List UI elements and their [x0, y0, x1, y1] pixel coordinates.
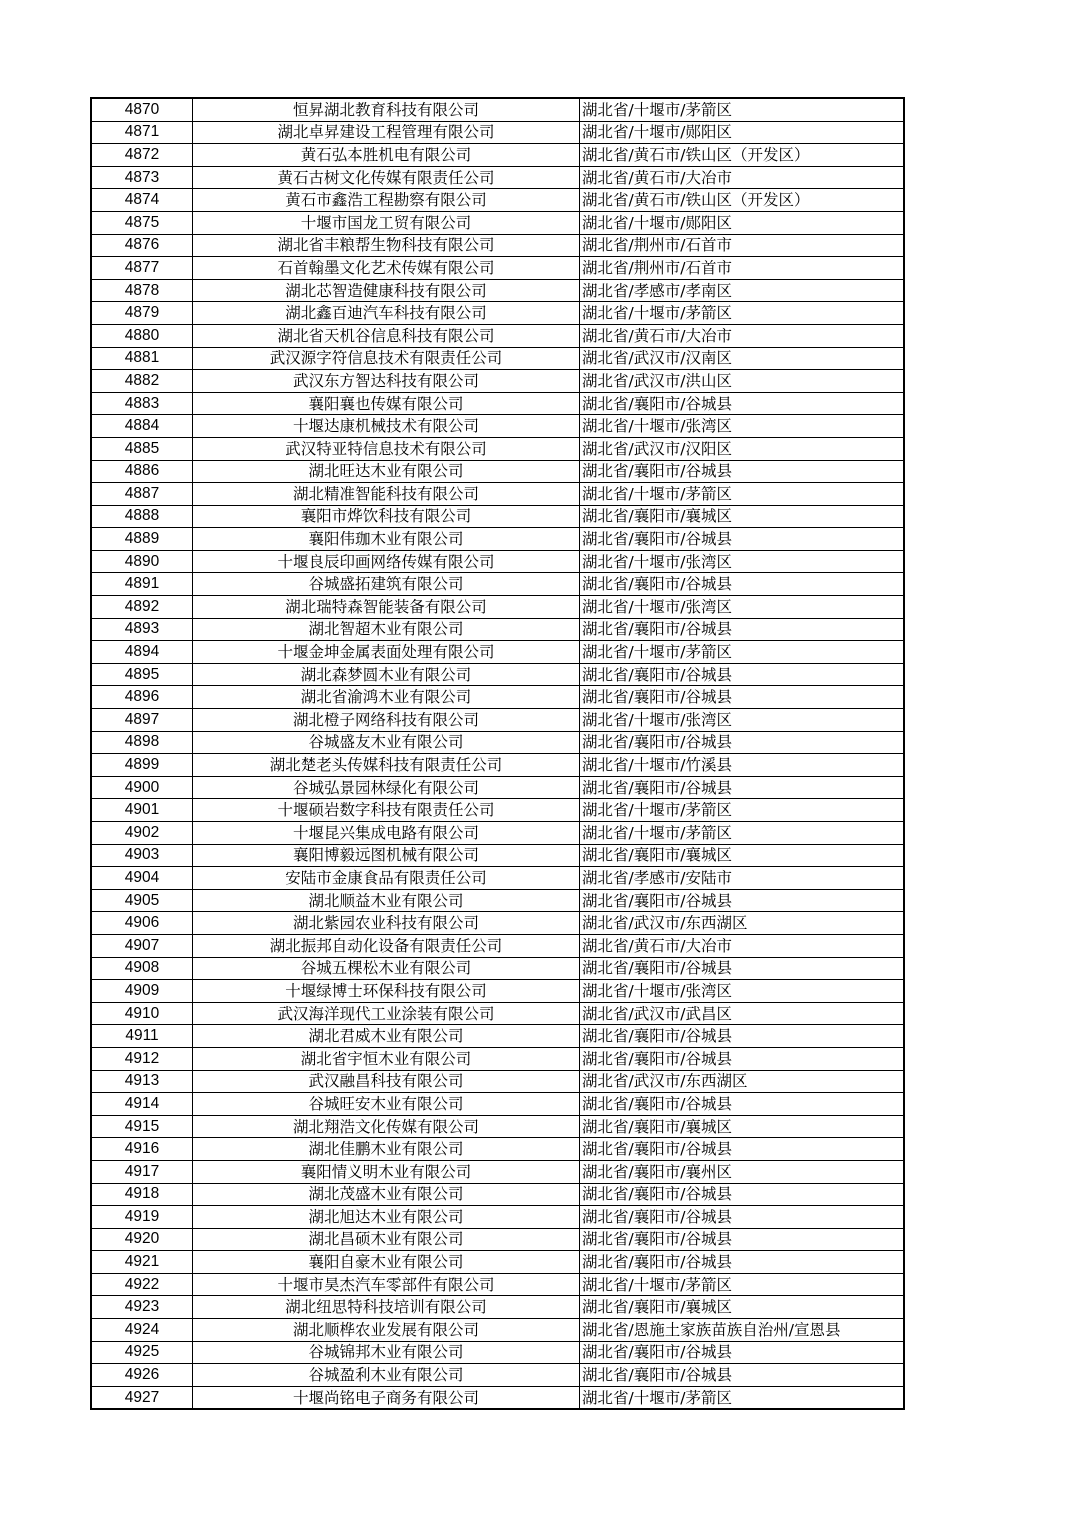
region-cell: 湖北省/襄阳市/谷城县	[580, 1228, 905, 1251]
region-cell: 湖北省/襄阳市/谷城县	[580, 731, 905, 754]
region-cell: 湖北省/襄阳市/谷城县	[580, 573, 905, 596]
row-number-cell: 4877	[91, 257, 193, 280]
row-number-cell: 4917	[91, 1160, 193, 1183]
region-cell: 湖北省/荆州市/石首市	[580, 257, 905, 280]
company-name-cell: 十堰尚铭电子商务有限公司	[193, 1386, 580, 1409]
company-name-cell: 湖北鑫百迪汽车科技有限公司	[193, 302, 580, 325]
table-row	[91, 483, 904, 506]
region-cell: 湖北省/十堰市/郧阳区	[580, 121, 905, 144]
region-cell: 湖北省/黄石市/铁山区（开发区）	[580, 189, 905, 212]
row-number-cell: 4925	[91, 1341, 193, 1364]
company-name-cell: 石首翰墨文化艺术传媒有限公司	[193, 257, 580, 280]
region-cell: 湖北省/襄阳市/襄城区	[580, 1296, 905, 1319]
table-row	[91, 550, 904, 573]
row-number-cell: 4899	[91, 754, 193, 777]
company-name-cell: 湖北省渝鸿木业有限公司	[193, 686, 580, 709]
table-row	[91, 279, 904, 302]
company-name-cell: 湖北楚老头传媒科技有限责任公司	[193, 754, 580, 777]
row-number-cell: 4891	[91, 573, 193, 596]
table-row	[91, 1093, 904, 1116]
table-row	[91, 686, 904, 709]
region-cell: 湖北省/襄阳市/谷城县	[580, 1183, 905, 1206]
row-number-cell: 4897	[91, 709, 193, 732]
region-cell: 湖北省/襄阳市/谷城县	[580, 1206, 905, 1229]
table-row	[91, 1002, 904, 1025]
table-row	[91, 822, 904, 845]
region-cell: 湖北省/襄阳市/谷城县	[580, 392, 905, 415]
company-name-cell: 湖北瑞特森智能装备有限公司	[193, 596, 580, 619]
company-name-cell: 黄石市鑫浩工程勘察有限公司	[193, 189, 580, 212]
region-cell: 湖北省/襄阳市/谷城县	[580, 889, 905, 912]
region-cell: 湖北省/襄阳市/谷城县	[580, 686, 905, 709]
company-name-cell: 湖北省天机谷信息科技有限公司	[193, 324, 580, 347]
table-row	[91, 1206, 904, 1229]
row-number-cell: 4889	[91, 528, 193, 551]
company-name-cell: 谷城盛友木业有限公司	[193, 731, 580, 754]
row-number-cell: 4894	[91, 641, 193, 664]
company-name-cell: 湖北芯智造健康科技有限公司	[193, 279, 580, 302]
region-cell: 湖北省/十堰市/茅箭区	[580, 483, 905, 506]
region-cell: 湖北省/襄阳市/谷城县	[580, 1138, 905, 1161]
region-cell: 湖北省/襄阳市/谷城县	[580, 460, 905, 483]
company-name-cell: 湖北昌硕木业有限公司	[193, 1228, 580, 1251]
table-row	[91, 302, 904, 325]
table-row	[91, 1251, 904, 1274]
table-row	[91, 166, 904, 189]
company-list-sheet	[90, 97, 905, 1410]
table-row	[91, 980, 904, 1003]
row-number-cell: 4874	[91, 189, 193, 212]
row-number-cell: 4902	[91, 822, 193, 845]
region-cell: 湖北省/襄阳市/谷城县	[580, 776, 905, 799]
region-cell: 湖北省/襄阳市/襄城区	[580, 1115, 905, 1138]
region-cell: 湖北省/襄阳市/谷城县	[580, 1341, 905, 1364]
row-number-cell: 4883	[91, 392, 193, 415]
table-row	[91, 528, 904, 551]
row-number-cell: 4918	[91, 1183, 193, 1206]
region-cell: 湖北省/十堰市/茅箭区	[580, 822, 905, 845]
company-name-cell: 湖北旭达木业有限公司	[193, 1206, 580, 1229]
region-cell: 湖北省/十堰市/茅箭区	[580, 98, 905, 121]
table-row	[91, 1047, 904, 1070]
company-name-cell: 十堰金坤金属表面处理有限公司	[193, 641, 580, 664]
row-number-cell: 4895	[91, 663, 193, 686]
table-row	[91, 234, 904, 257]
region-cell: 湖北省/襄阳市/谷城县	[580, 957, 905, 980]
region-cell: 湖北省/十堰市/郧阳区	[580, 211, 905, 234]
company-name-cell: 十堰昆兴集成电路有限公司	[193, 822, 580, 845]
company-name-cell: 湖北茂盛木业有限公司	[193, 1183, 580, 1206]
company-name-cell: 湖北卓昇建设工程管理有限公司	[193, 121, 580, 144]
row-number-cell: 4922	[91, 1273, 193, 1296]
table-row	[91, 211, 904, 234]
row-number-cell: 4878	[91, 279, 193, 302]
company-name-cell: 十堰硕岩数字科技有限责任公司	[193, 799, 580, 822]
table-row	[91, 799, 904, 822]
region-cell: 湖北省/黄石市/铁山区（开发区）	[580, 144, 905, 167]
company-name-cell: 十堰达康机械技术有限公司	[193, 415, 580, 438]
company-name-cell: 湖北橙子网络科技有限公司	[193, 709, 580, 732]
region-cell: 湖北省/襄阳市/谷城县	[580, 663, 905, 686]
region-cell: 湖北省/孝感市/安陆市	[580, 867, 905, 890]
row-number-cell: 4915	[91, 1115, 193, 1138]
table-row	[91, 1160, 904, 1183]
row-number-cell: 4911	[91, 1025, 193, 1048]
row-number-cell: 4881	[91, 347, 193, 370]
region-cell: 湖北省/武汉市/洪山区	[580, 370, 905, 393]
region-cell: 湖北省/黄石市/大冶市	[580, 934, 905, 957]
region-cell: 湖北省/十堰市/张湾区	[580, 980, 905, 1003]
row-number-cell: 4912	[91, 1047, 193, 1070]
region-cell: 湖北省/襄阳市/谷城县	[580, 618, 905, 641]
row-number-cell: 4905	[91, 889, 193, 912]
row-number-cell: 4920	[91, 1228, 193, 1251]
row-number-cell: 4914	[91, 1093, 193, 1116]
region-cell: 湖北省/孝感市/孝南区	[580, 279, 905, 302]
region-cell: 湖北省/十堰市/张湾区	[580, 596, 905, 619]
row-number-cell: 4893	[91, 618, 193, 641]
table-row	[91, 573, 904, 596]
region-cell: 湖北省/黄石市/大冶市	[580, 324, 905, 347]
company-name-cell: 湖北旺达木业有限公司	[193, 460, 580, 483]
table-row	[91, 1025, 904, 1048]
row-number-cell: 4900	[91, 776, 193, 799]
table-row	[91, 121, 904, 144]
company-name-cell: 湖北顺桦农业发展有限公司	[193, 1319, 580, 1342]
company-name-cell: 武汉源字符信息技术有限责任公司	[193, 347, 580, 370]
row-number-cell: 4872	[91, 144, 193, 167]
row-number-cell: 4904	[91, 867, 193, 890]
row-number-cell: 4887	[91, 483, 193, 506]
region-cell: 湖北省/襄阳市/谷城县	[580, 1093, 905, 1116]
company-name-cell: 襄阳博毅远图机械有限公司	[193, 844, 580, 867]
table-row	[91, 867, 904, 890]
row-number-cell: 4910	[91, 1002, 193, 1025]
company-name-cell: 谷城五棵松木业有限公司	[193, 957, 580, 980]
region-cell: 湖北省/武汉市/武昌区	[580, 1002, 905, 1025]
table-row	[91, 1138, 904, 1161]
table-row	[91, 257, 904, 280]
table-row	[91, 618, 904, 641]
table-row	[91, 912, 904, 935]
table-row	[91, 392, 904, 415]
table-row	[91, 1386, 904, 1409]
table-row	[91, 460, 904, 483]
company-name-cell: 黄石弘本胜机电有限公司	[193, 144, 580, 167]
region-cell: 湖北省/武汉市/汉阳区	[580, 437, 905, 460]
region-cell: 湖北省/十堰市/茅箭区	[580, 1386, 905, 1409]
row-number-cell: 4913	[91, 1070, 193, 1093]
company-name-cell: 襄阳襄也传媒有限公司	[193, 392, 580, 415]
region-cell: 湖北省/襄阳市/襄州区	[580, 1160, 905, 1183]
company-name-cell: 襄阳市烨饮科技有限公司	[193, 505, 580, 528]
region-cell: 湖北省/襄阳市/谷城县	[580, 1047, 905, 1070]
row-number-cell: 4875	[91, 211, 193, 234]
company-name-cell: 湖北纽思特科技培训有限公司	[193, 1296, 580, 1319]
row-number-cell: 4884	[91, 415, 193, 438]
row-number-cell: 4880	[91, 324, 193, 347]
row-number-cell: 4890	[91, 550, 193, 573]
row-number-cell: 4908	[91, 957, 193, 980]
region-cell: 湖北省/襄阳市/谷城县	[580, 528, 905, 551]
row-number-cell: 4882	[91, 370, 193, 393]
row-number-cell: 4916	[91, 1138, 193, 1161]
company-name-cell: 湖北省丰粮帮生物科技有限公司	[193, 234, 580, 257]
company-name-cell: 襄阳自豪木业有限公司	[193, 1251, 580, 1274]
table-row	[91, 144, 904, 167]
company-name-cell: 谷城旺安木业有限公司	[193, 1093, 580, 1116]
region-cell: 湖北省/武汉市/东西湖区	[580, 1070, 905, 1093]
company-name-cell: 襄阳情义明木业有限公司	[193, 1160, 580, 1183]
table-row	[91, 1228, 904, 1251]
table-row	[91, 370, 904, 393]
company-name-cell: 武汉特亚特信息技术有限公司	[193, 437, 580, 460]
region-cell: 湖北省/襄阳市/襄城区	[580, 844, 905, 867]
region-cell: 湖北省/武汉市/东西湖区	[580, 912, 905, 935]
region-cell: 湖北省/襄阳市/谷城县	[580, 1025, 905, 1048]
table-row	[91, 844, 904, 867]
row-number-cell: 4888	[91, 505, 193, 528]
table-row	[91, 1070, 904, 1093]
company-name-cell: 十堰市昊杰汽车零部件有限公司	[193, 1273, 580, 1296]
table-row	[91, 596, 904, 619]
row-number-cell: 4870	[91, 98, 193, 121]
table-row	[91, 1296, 904, 1319]
region-cell: 湖北省/荆州市/石首市	[580, 234, 905, 257]
company-name-cell: 武汉融昌科技有限公司	[193, 1070, 580, 1093]
row-number-cell: 4923	[91, 1296, 193, 1319]
company-name-cell: 湖北君威木业有限公司	[193, 1025, 580, 1048]
row-number-cell: 4892	[91, 596, 193, 619]
company-name-cell: 恒昇湖北教育科技有限公司	[193, 98, 580, 121]
company-name-cell: 谷城盈利木业有限公司	[193, 1364, 580, 1387]
company-name-cell: 湖北精准智能科技有限公司	[193, 483, 580, 506]
table-row	[91, 641, 904, 664]
company-name-cell: 十堰绿博士环保科技有限公司	[193, 980, 580, 1003]
row-number-cell: 4885	[91, 437, 193, 460]
company-name-cell: 湖北顺益木业有限公司	[193, 889, 580, 912]
company-name-cell: 武汉东方智达科技有限公司	[193, 370, 580, 393]
table-row	[91, 324, 904, 347]
table-row	[91, 1183, 904, 1206]
row-number-cell: 4926	[91, 1364, 193, 1387]
row-number-cell: 4873	[91, 166, 193, 189]
region-cell: 湖北省/十堰市/张湾区	[580, 709, 905, 732]
table-row	[91, 889, 904, 912]
region-cell: 湖北省/十堰市/茅箭区	[580, 302, 905, 325]
company-name-cell: 湖北森梦圆木业有限公司	[193, 663, 580, 686]
table-row	[91, 1341, 904, 1364]
company-name-cell: 安陆市金康食品有限责任公司	[193, 867, 580, 890]
table-row	[91, 98, 904, 121]
company-name-cell: 湖北智超木业有限公司	[193, 618, 580, 641]
table-row	[91, 957, 904, 980]
row-number-cell: 4886	[91, 460, 193, 483]
table-row	[91, 437, 904, 460]
company-name-cell: 湖北省宇恒木业有限公司	[193, 1047, 580, 1070]
row-number-cell: 4924	[91, 1319, 193, 1342]
row-number-cell: 4871	[91, 121, 193, 144]
row-number-cell: 4927	[91, 1386, 193, 1409]
company-name-cell: 谷城弘景园林绿化有限公司	[193, 776, 580, 799]
row-number-cell: 4921	[91, 1251, 193, 1274]
company-name-cell: 十堰市国龙工贸有限公司	[193, 211, 580, 234]
row-number-cell: 4896	[91, 686, 193, 709]
table-row	[91, 1319, 904, 1342]
region-cell: 湖北省/黄石市/大冶市	[580, 166, 905, 189]
table-row	[91, 1364, 904, 1387]
region-cell: 湖北省/襄阳市/谷城县	[580, 1251, 905, 1274]
company-name-cell: 湖北翔浩文化传媒有限公司	[193, 1115, 580, 1138]
table-row	[91, 347, 904, 370]
company-name-cell: 谷城锦邦木业有限公司	[193, 1341, 580, 1364]
region-cell: 湖北省/十堰市/茅箭区	[580, 641, 905, 664]
table-row	[91, 663, 904, 686]
company-name-cell: 湖北紫园农业科技有限公司	[193, 912, 580, 935]
company-name-cell: 襄阳伟珈木业有限公司	[193, 528, 580, 551]
company-name-cell: 黄石古树文化传媒有限责任公司	[193, 166, 580, 189]
row-number-cell: 4898	[91, 731, 193, 754]
table-row	[91, 934, 904, 957]
company-name-cell: 湖北佳鹏木业有限公司	[193, 1138, 580, 1161]
region-cell: 湖北省/襄阳市/谷城县	[580, 1364, 905, 1387]
row-number-cell: 4876	[91, 234, 193, 257]
company-name-cell: 谷城盛拓建筑有限公司	[193, 573, 580, 596]
table-row	[91, 189, 904, 212]
row-number-cell: 4901	[91, 799, 193, 822]
region-cell: 湖北省/十堰市/竹溪县	[580, 754, 905, 777]
region-cell: 湖北省/恩施土家族苗族自治州/宣恩县	[580, 1319, 905, 1342]
row-number-cell: 4906	[91, 912, 193, 935]
row-number-cell: 4903	[91, 844, 193, 867]
table-row	[91, 776, 904, 799]
table-row	[91, 505, 904, 528]
company-name-cell: 十堰良辰印画网络传媒有限公司	[193, 550, 580, 573]
row-number-cell: 4907	[91, 934, 193, 957]
row-number-cell: 4919	[91, 1206, 193, 1229]
region-cell: 湖北省/十堰市/张湾区	[580, 415, 905, 438]
table-row	[91, 709, 904, 732]
row-number-cell: 4909	[91, 980, 193, 1003]
region-cell: 湖北省/襄阳市/襄城区	[580, 505, 905, 528]
region-cell: 湖北省/十堰市/茅箭区	[580, 799, 905, 822]
table-row	[91, 1273, 904, 1296]
region-cell: 湖北省/十堰市/张湾区	[580, 550, 905, 573]
region-cell: 湖北省/武汉市/汉南区	[580, 347, 905, 370]
company-table	[90, 97, 905, 1410]
table-row	[91, 754, 904, 777]
company-name-cell: 湖北振邦自动化设备有限责任公司	[193, 934, 580, 957]
company-name-cell: 武汉海洋现代工业涂装有限公司	[193, 1002, 580, 1025]
table-row	[91, 1115, 904, 1138]
table-row	[91, 415, 904, 438]
region-cell: 湖北省/十堰市/茅箭区	[580, 1273, 905, 1296]
row-number-cell: 4879	[91, 302, 193, 325]
table-row	[91, 731, 904, 754]
company-table-body	[91, 98, 904, 1409]
